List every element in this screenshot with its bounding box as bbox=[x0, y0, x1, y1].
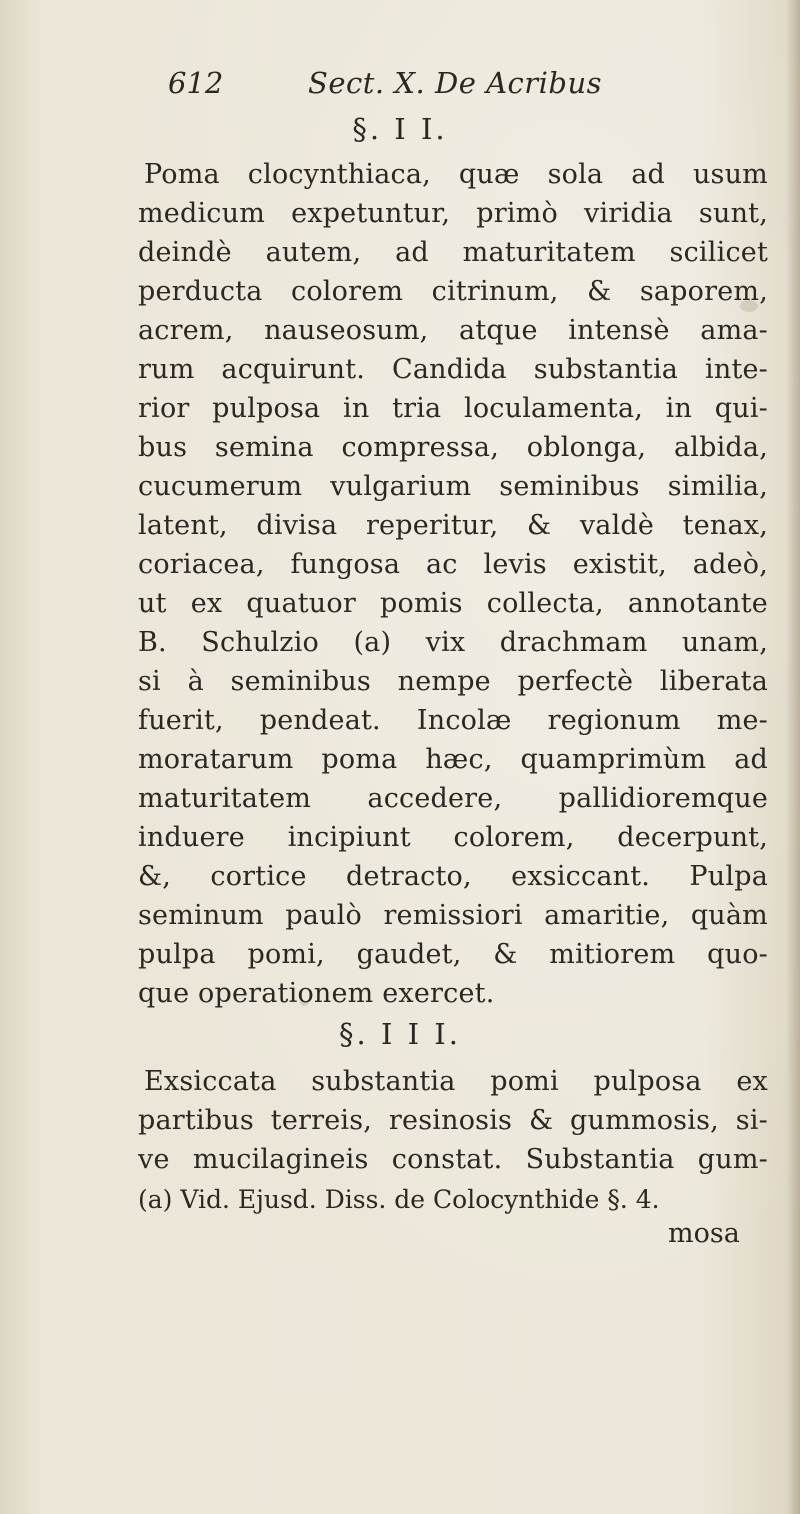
text-line: Exsiccata substantia pomi pulposa ex bbox=[144, 1066, 768, 1097]
text-line: si à seminibus nempe perfectè liberata bbox=[138, 666, 768, 697]
catchword: mosa bbox=[668, 1218, 740, 1249]
paragraph-section-3 bbox=[138, 1062, 768, 1179]
page-number: 612 bbox=[168, 66, 224, 100]
text-line: maturitatem accedere, pallidioremque bbox=[138, 783, 768, 814]
text-line: que operationem exercet. bbox=[138, 978, 495, 1009]
text-line: Poma clocynthiaca, quæ sola ad usum bbox=[144, 159, 768, 190]
text-line: cucumerum vulgarium seminibus similia, bbox=[138, 471, 768, 502]
footnote-text: (a) Vid. Ejusd. Diss. de Colocynthide §. 4. bbox=[138, 1185, 660, 1214]
footnote bbox=[138, 1182, 768, 1218]
text-line: pulpa pomi, gaudet, & mitiorem quo- bbox=[138, 939, 768, 970]
section-heading-2: §. I I. bbox=[352, 112, 448, 146]
text-line: acrem, nauseosum, atque intensè ama- bbox=[138, 315, 768, 346]
running-title: Sect. X. De Acribus bbox=[308, 66, 603, 100]
section-heading-3: §. I I I. bbox=[339, 1017, 461, 1051]
text-line: fuerit, pendeat. Incolæ regionum me- bbox=[138, 705, 768, 736]
text-line: medicum expetuntur, primò viridia sunt, bbox=[138, 198, 768, 229]
paragraph-section-2 bbox=[138, 155, 768, 1013]
text-line: latent, divisa reperitur, & valdè tenax, bbox=[138, 510, 768, 541]
text-line: induere incipiunt colorem, decerpunt, bbox=[138, 822, 768, 853]
text-line: coriacea, fungosa ac levis existit, adeò, bbox=[138, 549, 768, 580]
text-line: seminum paulò remissiori amaritie, quàm bbox=[138, 900, 768, 931]
page-header bbox=[168, 66, 628, 106]
text-line: deindè autem, ad maturitatem scilicet bbox=[138, 237, 768, 268]
text-line: ut ex quatuor pomis collecta, annotante bbox=[138, 588, 768, 619]
text-line: B. Schulzio (a) vix drachmam unam, bbox=[138, 627, 768, 658]
text-line: bus semina compressa, oblonga, albida, bbox=[138, 432, 768, 463]
text-line: &, cortice detracto, exsiccant. Pulpa bbox=[138, 861, 768, 892]
text-line: moratarum poma hæc, quamprimùm ad bbox=[138, 744, 768, 775]
page-edge-shadow bbox=[786, 0, 800, 1514]
text-line: partibus terreis, resinosis & gummosis, si- bbox=[138, 1105, 768, 1136]
text-line: ve mucilagineis constat. Substantia gum- bbox=[138, 1144, 768, 1175]
text-line: rum acquirunt. Candida substantia inte- bbox=[138, 354, 768, 385]
text-line: rior pulposa in tria loculamenta, in qui- bbox=[138, 393, 768, 424]
text-line: perducta colorem citrinum, & saporem, bbox=[138, 276, 768, 307]
